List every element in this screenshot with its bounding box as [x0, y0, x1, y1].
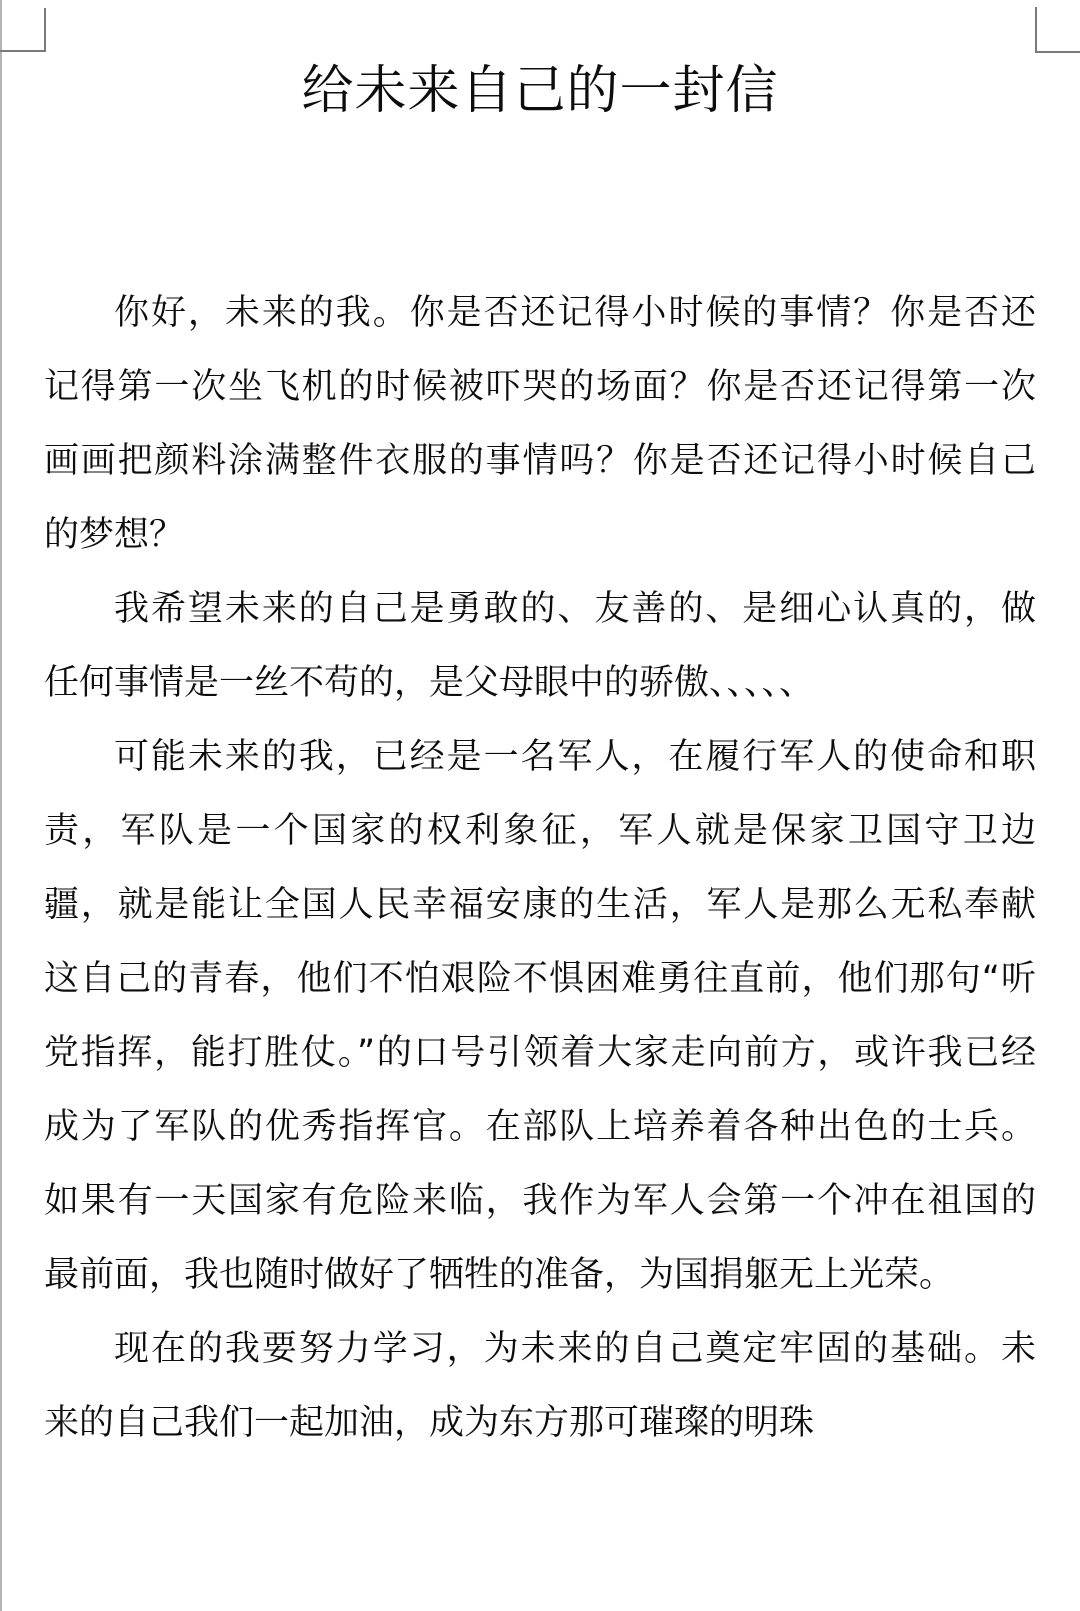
text-line: 现在的我要努力学习，为未来的自己奠定牢固的基础。未 [114, 1329, 1036, 1369]
document-title: 给未来自己的一封信 [301, 61, 779, 121]
text-line: 我希望未来的自己是勇敢的、友善的、是细心认真的，做 [114, 589, 1036, 629]
paragraph [44, 720, 1036, 1312]
letter-body [44, 276, 1036, 1460]
text-line: 如果有一天国家有危险来临，我作为军人会第一个冲在祖国的 [44, 1181, 1036, 1221]
text-line: 党指挥，能打胜仗。”的口号引领着大家走向前方，或许我已经 [44, 1033, 1036, 1073]
text-line: 任何事情是一丝不苟的，是父母眼中的骄傲、、、、、 [44, 663, 815, 703]
text-boundary-mark-top-right [1035, 7, 1080, 53]
text-line: 成为了军队的优秀指挥官。在部队上培养着各种出色的士兵。 [44, 1107, 1036, 1147]
text-line: 责，军队是一个国家的权利象征，军人就是保家卫国守卫边 [44, 811, 1036, 851]
text-line: 疆，就是能让全国人民幸福安康的生活，军人是那么无私奉献 [44, 885, 1036, 925]
paragraph [44, 1312, 1036, 1460]
text-line: 画画把颜料涂满整件衣服的事情吗？你是否还记得小时候自己 [44, 441, 1036, 481]
text-line: 最前面，我也随时做好了牺牲的准备，为国捐躯无上光荣。 [44, 1255, 955, 1295]
text-boundary-mark-top-left [0, 8, 46, 52]
text-line: 这自己的青春，他们不怕艰险不惧困难勇往直前，他们那句“听 [44, 959, 1036, 999]
text-line: 你好，未来的我。你是否还记得小时候的事情？你是否还 [114, 293, 1036, 333]
text-line: 来的自己我们一起加油，成为东方那可璀璨的明珠 [44, 1403, 815, 1443]
text-line: 的梦想？ [44, 515, 185, 555]
page-edge-line [0, 0, 2, 1611]
paragraph [44, 572, 1036, 720]
paragraph [44, 276, 1036, 572]
text-line: 记得第一次坐飞机的时候被吓哭的场面？你是否还记得第一次 [44, 367, 1036, 407]
text-line: 可能未来的我，已经是一名军人，在履行军人的使命和职 [114, 737, 1036, 777]
